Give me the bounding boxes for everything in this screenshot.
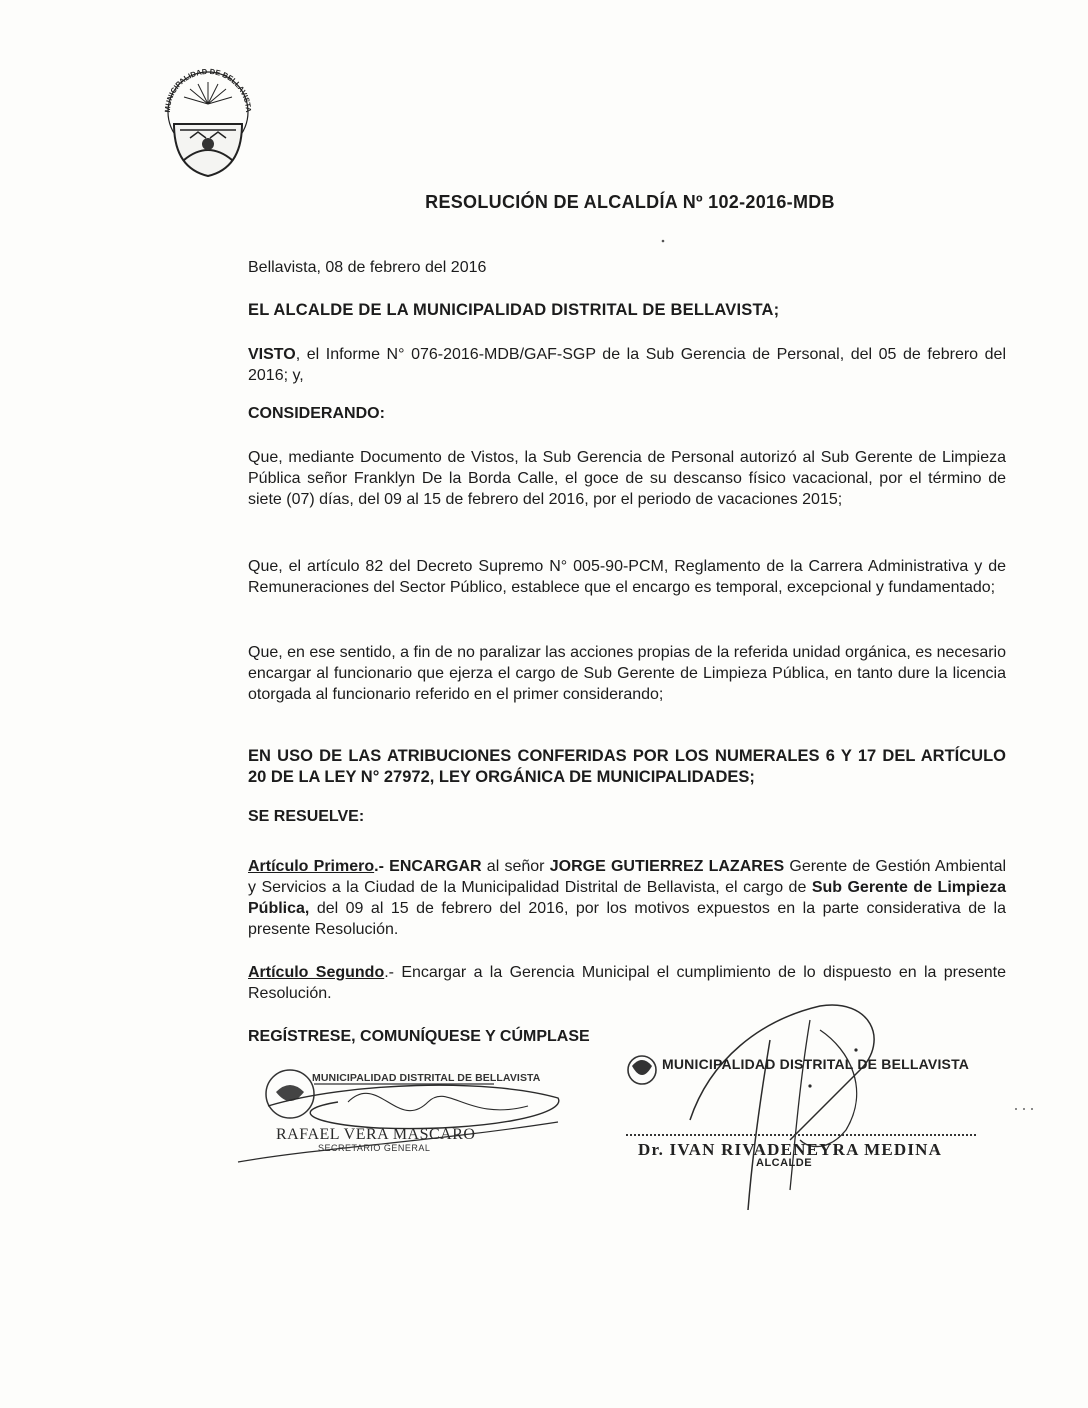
article-first-person: JORGE GUTIERREZ LAZARES <box>549 858 785 875</box>
considerando-paragraph-1: Que, mediante Documento de Vistos, la Sub Gerencia de Personal autorizó al Sub Gerente de Limpieza Pública señor Franklyn De la Borda Calle, el goce de su descanso físico vacacional, por el término de siete (07) días, del 09 al 15 de febrero del 2016, por el periodo de vacaciones 2015; <box>248 449 1006 508</box>
visto-paragraph <box>248 344 1006 386</box>
resolution-title: RESOLUCIÓN DE ALCALDÍA Nº 102-2016-MDB <box>425 192 835 212</box>
article-first-sep: .- <box>374 858 390 875</box>
considerando-heading: CONSIDERANDO: <box>248 405 385 422</box>
mayor-stamp-text: MUNICIPALIDAD DISTRITAL DE BELLAVISTA <box>662 1056 970 1072</box>
mayor-name: Dr. IVAN RIVADENEYRA MEDINA <box>638 1140 943 1159</box>
municipal-seal-logo <box>160 64 256 180</box>
article-first-text-1: al señor <box>481 858 550 875</box>
article-first <box>248 856 1006 940</box>
mayor-role: ALCALDE <box>756 1157 813 1169</box>
article-second <box>248 962 1006 1004</box>
secretary-stamp-text: MUNICIPALIDAD DISTRITAL DE BELLAVISTA <box>312 1072 541 1084</box>
article-first-label: Artículo Primero <box>248 858 375 875</box>
mayor-signature-stamp <box>620 1000 1020 1220</box>
article-first-position: Sub Gerente de Limpieza Pública, <box>248 879 1007 917</box>
considerando-paragraph-2: Que, el artículo 82 del Decreto Supremo N° 005-90-PCM, Reglamento de la Carrera Administrativa y de Remuneraciones del Sector Público, establece que el encargo es temporal, excepcional y fundamentado; <box>248 558 1006 596</box>
date-line: Bellavista, 08 de febrero del 2016 <box>248 259 487 276</box>
scan-speck <box>1012 1104 1036 1114</box>
scan-speck <box>660 238 666 244</box>
visto-text: , el Informe N° 076-2016-MDB/GAF-SGP de la Sub Gerencia de Personal, del 05 de febrero del 2016; y, <box>248 346 1006 384</box>
visto-label: VISTO <box>248 346 296 363</box>
article-second-label: Artículo Segundo <box>248 964 385 981</box>
closing-formula: REGÍSTRESE, COMUNÍQUESE Y CÚMPLASE <box>248 1028 590 1045</box>
article-first-text-2: Gerente de Gestión Ambiental y Servicios a la Ciudad de la Municipalidad Distrital de Bellavista, el cargo de <box>248 858 1007 896</box>
article-second-text: .- Encargar a la Gerencia Municipal el cumplimiento de lo dispuesto en la presente Resolución. <box>248 964 1007 1002</box>
considerando-paragraph-3: Que, en ese sentido, a fin de no paralizar las acciones propias de la referida unidad orgánica, es necesario encargar al funcionario que ejerza el cargo de Sub Gerente de Limpieza Pública, en tanto dure la licencia otorgada al funcionario referido en el primer considerando; <box>248 644 1006 703</box>
issuing-authority: EL ALCALDE DE LA MUNICIPALIDAD DISTRITAL DE BELLAVISTA; <box>248 301 780 319</box>
article-first-text-3: del 09 al 15 de febrero del 2016, por los motivos expuestos en la parte considerativa de la presente Resolución. <box>248 900 1006 938</box>
se-resuelve-heading: SE RESUELVE: <box>248 808 365 825</box>
secretary-name: RAFAEL VERA MASCARO <box>276 1126 476 1143</box>
mayor-signature-line <box>626 1134 976 1136</box>
svg-text:MUNICIPALIDAD DE BELLAVISTA: MUNICIPALIDAD DE BELLAVISTA <box>162 66 254 113</box>
secretary-role: SECRETARIO GENERAL <box>318 1143 431 1153</box>
article-first-verb: ENCARGAR <box>389 858 482 875</box>
legal-basis-paragraph: EN USO DE LAS ATRIBUCIONES CONFERIDAS POR LOS NUMERALES 6 Y 17 DEL ARTÍCULO 20 DE LA LEY N° 27972, LEY ORGÁNICA DE MUNICIPALIDADES; <box>248 747 1006 786</box>
